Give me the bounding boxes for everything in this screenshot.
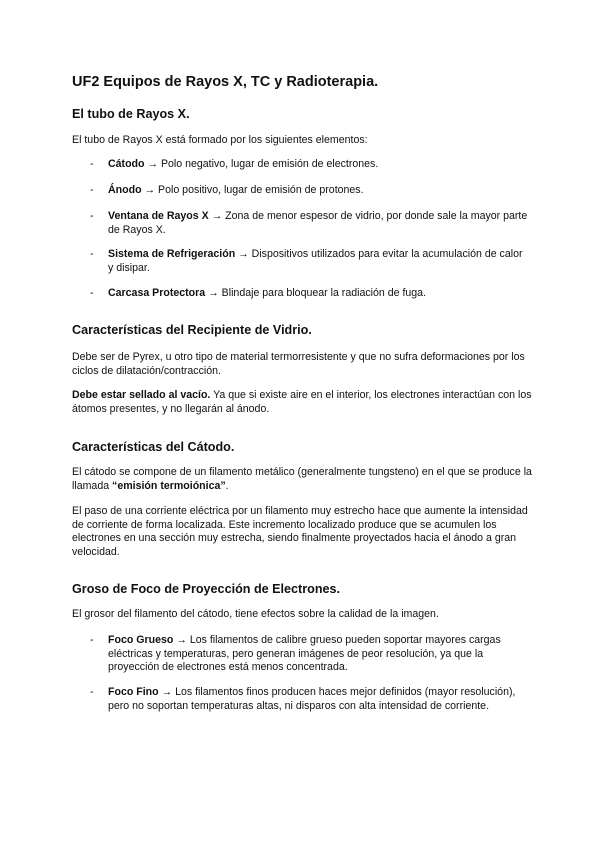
section-heading-vidrio: Características del Recipiente de Vidrio. — [72, 323, 312, 337]
list-item-text: → Blindaje para bloquear la radiación de fuga. — [205, 287, 427, 299]
catodo-paragraph-corriente: El paso de una corriente eléctrica por un filamento muy estrecho hace que aumente la intensidad de corriente de forma localizada. Este incremento localizado produce que se acumulen los electrones en una sección muy estrecha, siendo finalmente proyectados hacia el ánodo a gran velocidad. — [72, 505, 528, 558]
list-item — [90, 634, 530, 675]
list-item — [90, 210, 530, 237]
vidrio-paragraph: Debe ser de Pyrex, u otro tipo de material termorresistente y que no sufra deformaciones por los ciclos de dilatación/contracción. — [72, 351, 525, 377]
list-dash: - — [90, 248, 94, 260]
list-item-term: Foco Fino — [108, 686, 159, 698]
list-item — [90, 248, 530, 275]
list-item-term: Ventana de Rayos X — [108, 210, 209, 222]
foco-intro: El grosor del filamento del cátodo, tiene efectos sobre la calidad de la imagen. — [72, 608, 439, 620]
list-dash: - — [90, 184, 94, 196]
section-heading-tubo: El tubo de Rayos X. — [72, 107, 190, 121]
section-heading-foco: Groso de Foco de Proyección de Electrones. — [72, 582, 341, 596]
section-heading-catodo: Características del Cátodo. — [72, 440, 235, 454]
list-dash: - — [90, 158, 94, 170]
catodo-paragraph-start: El cátodo se compone de un filamento metálico (generalmente tungsteno) en el que se produce la llamada — [72, 466, 532, 492]
list-item-text: → Los filamentos de calibre grueso pueden soportar mayores cargas eléctricas y temperaturas, pero generan imágenes de peor resolución, ya que la proyección de electrones está menos concentrada. — [108, 634, 501, 674]
list-item-term: Cátodo — [108, 158, 145, 170]
document-title: UF2 Equipos de Rayos X, TC y Radioterapia. — [72, 74, 379, 90]
list-item-text: → Dispositivos utilizados para evitar la acumulación de calor y disipar. — [108, 248, 523, 274]
list-dash: - — [90, 686, 94, 698]
catodo-emphasis: “emisión termoiónica” — [112, 479, 226, 492]
list-item-text: → Los filamentos finos producen haces mejor definidos (mayor resolución), pero no soportan temperaturas altas, ni disparos con alta intensidad de corriente. — [108, 686, 516, 712]
vidrio-emphasis: Debe estar sellado al vacío. — [72, 389, 211, 401]
catodo-paragraph — [72, 466, 532, 493]
list-dash: - — [90, 210, 94, 222]
list-item-term: Ánodo — [108, 184, 142, 196]
list-item — [90, 184, 530, 198]
list-item-term: Sistema de Refrigeración — [108, 248, 236, 260]
vidrio-paragraph-text: Ya que si existe aire en el interior, los electrones interactúan con los átomos presentes, y no llegarán al ánodo. — [72, 389, 532, 415]
catodo-paragraph-end: . — [225, 479, 229, 492]
list-dash: - — [90, 287, 94, 299]
tubo-intro: El tubo de Rayos X está formado por los siguientes elementos: — [72, 134, 368, 146]
list-item — [90, 287, 530, 301]
list-item — [90, 158, 530, 172]
list-item-text: → Zona de menor espesor de vidrio, por donde sale la mayor parte de Rayos X. — [108, 210, 528, 236]
list-item-term: Carcasa Protectora — [108, 287, 206, 299]
list-item-text: → Polo positivo, lugar de emisión de protones. — [141, 184, 364, 196]
vidrio-paragraph-vacio — [72, 389, 532, 416]
list-item-text: → Polo negativo, lugar de emisión de electrones. — [144, 158, 379, 170]
list-dash: - — [90, 634, 94, 646]
list-item-term: Foco Grueso — [108, 634, 174, 646]
list-item — [90, 686, 530, 713]
